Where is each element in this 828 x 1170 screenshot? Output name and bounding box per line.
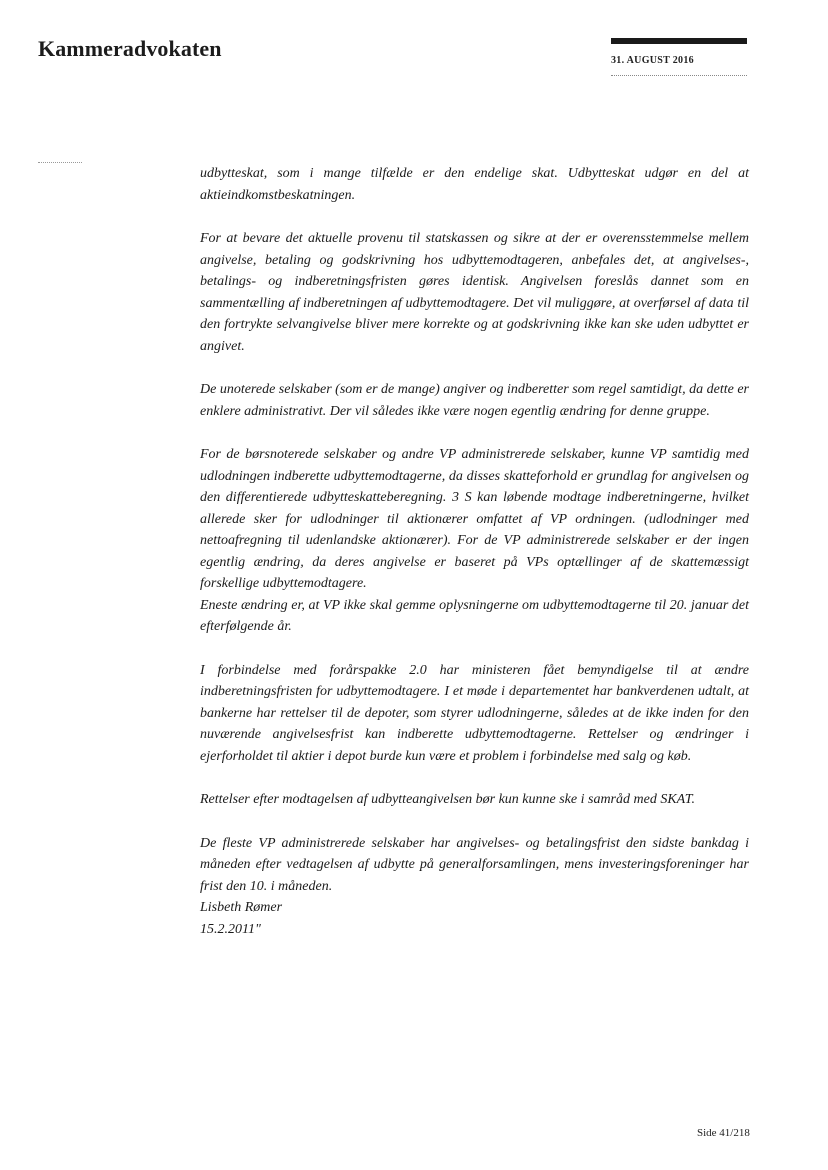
paragraph-6: I forbindelse med forårspakke 2.0 har ministeren fået bemyndigelse til at ændre indberetningsfristen for udbyttemodtagere. I et møde i departementet har bankverdenen udtalt, at bankerne har rettelser til de depoter, som styrer udlodningerne, således at de ikke inden for den nuværende angivelsesfrist kan indberette udbyttemodtagerne. Rettelser og ændringer i ejerforholdet til aktier i depot burde kun være et problem i forbindelse med salg og køb. xyxy=(200,662,749,764)
paragraph-5: Eneste ændring er, at VP ikke skal gemme oplysningerne om udbyttemodtagerne til 20. januar det efterfølgende år. xyxy=(200,597,749,634)
body-text xyxy=(200,163,749,940)
signature-name: Lisbeth Rømer xyxy=(200,900,283,915)
paragraph-4: For de børsnoterede selskaber og andre VP administrerede selskaber, kunne VP samtidig med udlodningen indberette udbyttemodtagerne, da disses skatteforhold er grundlag for angivelsen og den differentierede udbytteskatteberegning. 3 S kan løbende modtage indberetningerne, hvilket allerede sker for udlodninger til aktionærer omfattet af VP ordningen. (udlodninger med nettoafregning til udenlandske aktionærer). For de VP administrerede selskaber er der ingen egentlig ændring, da deres angivelse er baseret på VPs optællinger af de skattemæssigt forskellige udbyttemodtagere. xyxy=(200,447,749,591)
paragraph-8: De fleste VP administrerede selskaber har angivelses- og betalingsfrist den sidste bankdag i måneden efter vedtagelsen af udbytte på generalforsamlingen, mens investeringsforeninger har frist den 10. i måneden. xyxy=(200,835,749,894)
date-dotted-rule xyxy=(611,75,747,76)
margin-dotted-rule xyxy=(38,162,82,163)
kammeradvokaten-logo: Kammeradvokaten xyxy=(38,36,222,61)
document-date: 31. AUGUST 2016 xyxy=(611,55,694,66)
paragraph-2: For at bevare det aktuelle provenu til statskassen og sikre at der er overensstemmelse mellem angivelse, betaling og godskrivning hos udbyttemodtageren, anbefales det, at angivelses-, betalings- og indberetningsfristen gøres identisk. Angivelsen foreslås dannet som en sammentælling af indberetningen af udbyttemodtagere. Det vil muliggøre, at overførsel af data til den fortrykte selvangivelse bliver mere korrekte og at godskrivning ikke kan ske uden udbyttet er angivet. xyxy=(200,231,749,354)
paragraph-3: De unoterede selskaber (som er de mange) angiver og indberetter som regel samtidigt, da dette er enklere administrativt. Der vil således ikke være nogen egentlig ændring for denne gruppe. xyxy=(200,382,749,419)
signature-date: 15.2.2011" xyxy=(200,921,261,937)
header-rule-bar xyxy=(611,38,747,44)
paragraph-1: udbytteskat, som i mange tilfælde er den endelige skat. Udbytteskat udgør en del at aktieindkomstbeskatningen. xyxy=(200,166,749,203)
paragraph-7: Rettelser efter modtagelsen af udbytteangivelsen bør kun kunne ske i samråd med SKAT. xyxy=(200,792,695,807)
page-number: Side 41/218 xyxy=(697,1127,750,1139)
